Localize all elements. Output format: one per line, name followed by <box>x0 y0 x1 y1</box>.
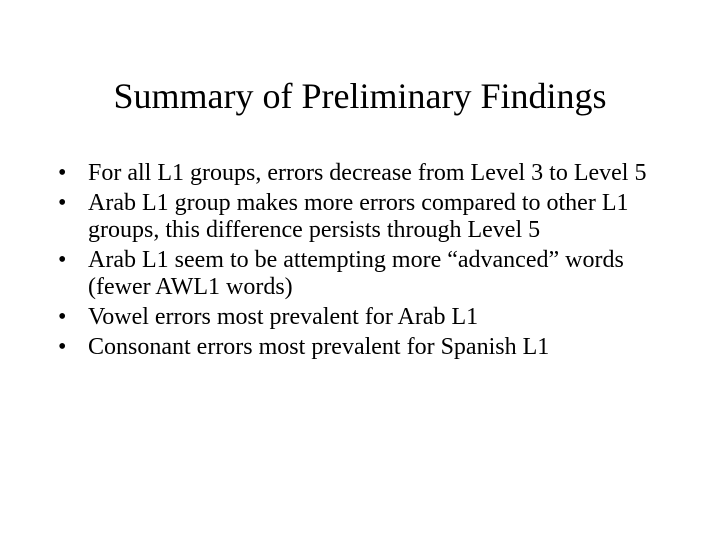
bullet-item <box>58 334 658 361</box>
bullet-icon: • <box>58 247 67 273</box>
bullet-icon: • <box>58 160 67 186</box>
bullet-item <box>58 247 658 301</box>
bullet-text: Arab L1 group makes more errors compared to other L1 groups, this difference persists through Level 5 <box>88 190 629 243</box>
bullet-item <box>58 304 658 331</box>
slide-title: Summary of Preliminary Findings <box>113 76 607 116</box>
bullet-icon: • <box>58 334 67 360</box>
bullet-text: Arab L1 seem to be attempting more “advanced” words (fewer AWL1 words) <box>88 247 624 300</box>
bullet-icon: • <box>58 190 67 216</box>
bullet-text: Vowel errors most prevalent for Arab L1 <box>88 304 479 330</box>
bullet-text: For all L1 groups, errors decrease from Level 3 to Level 5 <box>88 160 647 186</box>
bullet-text: Consonant errors most prevalent for Spanish L1 <box>88 334 550 360</box>
bullet-list <box>58 160 658 364</box>
bullet-item <box>58 190 658 244</box>
bullet-item <box>58 160 658 187</box>
bullet-icon: • <box>58 304 67 330</box>
